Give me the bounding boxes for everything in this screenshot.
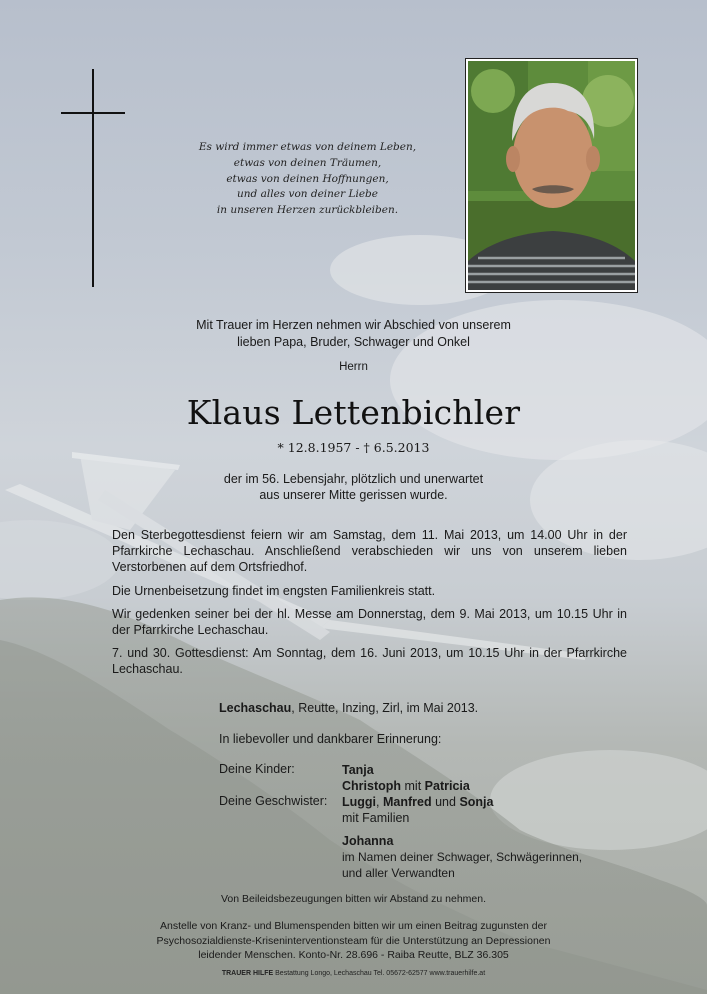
portrait-photo [465, 58, 638, 293]
relative-line: im Namen deiner Schwager, Schwägerinnen, [342, 850, 583, 864]
memorial-poem [185, 140, 430, 219]
relative-name: Johanna [342, 834, 394, 848]
urn-burial-paragraph: Die Urnenbeisetzung findet im engsten Familienkreis statt. [112, 584, 436, 598]
announcement-intro [0, 317, 707, 350]
condolence-note: Von Beileidsbezeugungen bitten wir Abstand zu nehmen. [220, 893, 487, 905]
sibling-name: Manfred [382, 795, 432, 809]
memorial-mass-paragraph: Wir gedenken seiner bei der hl. Messe am Donnerstag, dem 9. Mai 2013, um 10.15 Uhr in der Pfarrkirche Lechaschau. [112, 607, 627, 637]
sibling-name: Luggi [342, 795, 377, 809]
life-dates: * 12.8.1957 - † 6.5.2013 [277, 440, 430, 455]
cross-icon-bar [61, 112, 125, 114]
imprint-brand: TRAUER HILFE [221, 970, 274, 977]
cross-icon [92, 69, 94, 287]
imprint-details: Bestattung Longo, Lechaschau Tel. 05672-62577 www.trauerhilfe.at [273, 970, 486, 977]
later-services-paragraph: 7. und 30. Gottesdienst: Am Sonntag, dem 16. Juni 2013, um 10.15 Uhr in der Pfarrkirche Lechaschau. [112, 646, 627, 676]
with-word: mit [404, 779, 422, 793]
poem-line: und alles von deiner Liebe [237, 188, 378, 201]
donation-line: leidender Menschen. Konto-Nr. 28.696 - Raiba Reutte, BLZ 36.305 [198, 949, 509, 962]
children-label: Deine Kinder: [219, 762, 295, 776]
donation-note [0, 919, 707, 963]
funeral-home-imprint [0, 970, 707, 977]
place-name: Lechaschau [219, 701, 292, 715]
portrait-image [468, 61, 635, 290]
child-name: Christoph [342, 779, 402, 793]
partner-name: Patricia [424, 779, 470, 793]
child-name: Tanja [342, 763, 374, 777]
poem-line: etwas von deinen Träumen, [233, 156, 382, 169]
death-circumstances [0, 471, 707, 503]
with-families: mit Familien [342, 811, 410, 825]
funeral-service-paragraph: Den Sterbegottesdienst feiern wir am Samstag, dem 11. Mai 2013, um 14.00 Uhr in der Pfarrkirche Lechaschau. Anschließend verabschieden wir uns von unserem lieben Verstorbenen auf dem Ortsfriedhof. [112, 528, 627, 574]
relative-line: und aller Verwandten [342, 866, 455, 880]
place-rest: , Reutte, Inzing, Zirl, im Mai 2013. [291, 701, 479, 715]
siblings-list [342, 794, 493, 826]
sibling-name: Sonja [459, 795, 494, 809]
intro-line: Mit Trauer im Herzen nehmen wir Abschied von unserem [196, 318, 511, 332]
intro-line: lieben Papa, Bruder, Schwager und Onkel [237, 334, 470, 349]
deceased-name: Klaus Lettenbichler [186, 393, 521, 432]
age-line: aus unserer Mitte gerissen wurde. [259, 488, 448, 502]
donation-line: Psychosozialdienste-Kriseninterventionsteam für die Unterstützung an Depressionen [156, 934, 551, 947]
donation-line: Anstelle von Kranz- und Blumenspenden bitten wir um einen Beitrag zugunsten der [160, 920, 547, 932]
children-list [342, 762, 470, 794]
other-relatives [342, 833, 582, 881]
memory-line: In liebevoller und dankbarer Erinnerung: [219, 732, 442, 746]
and-word: und [435, 795, 456, 809]
poem-line: etwas von deinen Hoffnungen, [226, 172, 389, 185]
place-and-date [219, 701, 478, 715]
poem-line: Es wird immer etwas von deinem Leben, [198, 141, 417, 153]
age-line: der im 56. Lebensjahr, plötzlich und unerwartet [223, 472, 484, 486]
poem-line: in unseren Herzen zurückbleiben. [216, 204, 399, 217]
siblings-label: Deine Geschwister: [219, 794, 328, 808]
separator: , [376, 795, 380, 809]
salutation: Herrn [339, 361, 368, 373]
